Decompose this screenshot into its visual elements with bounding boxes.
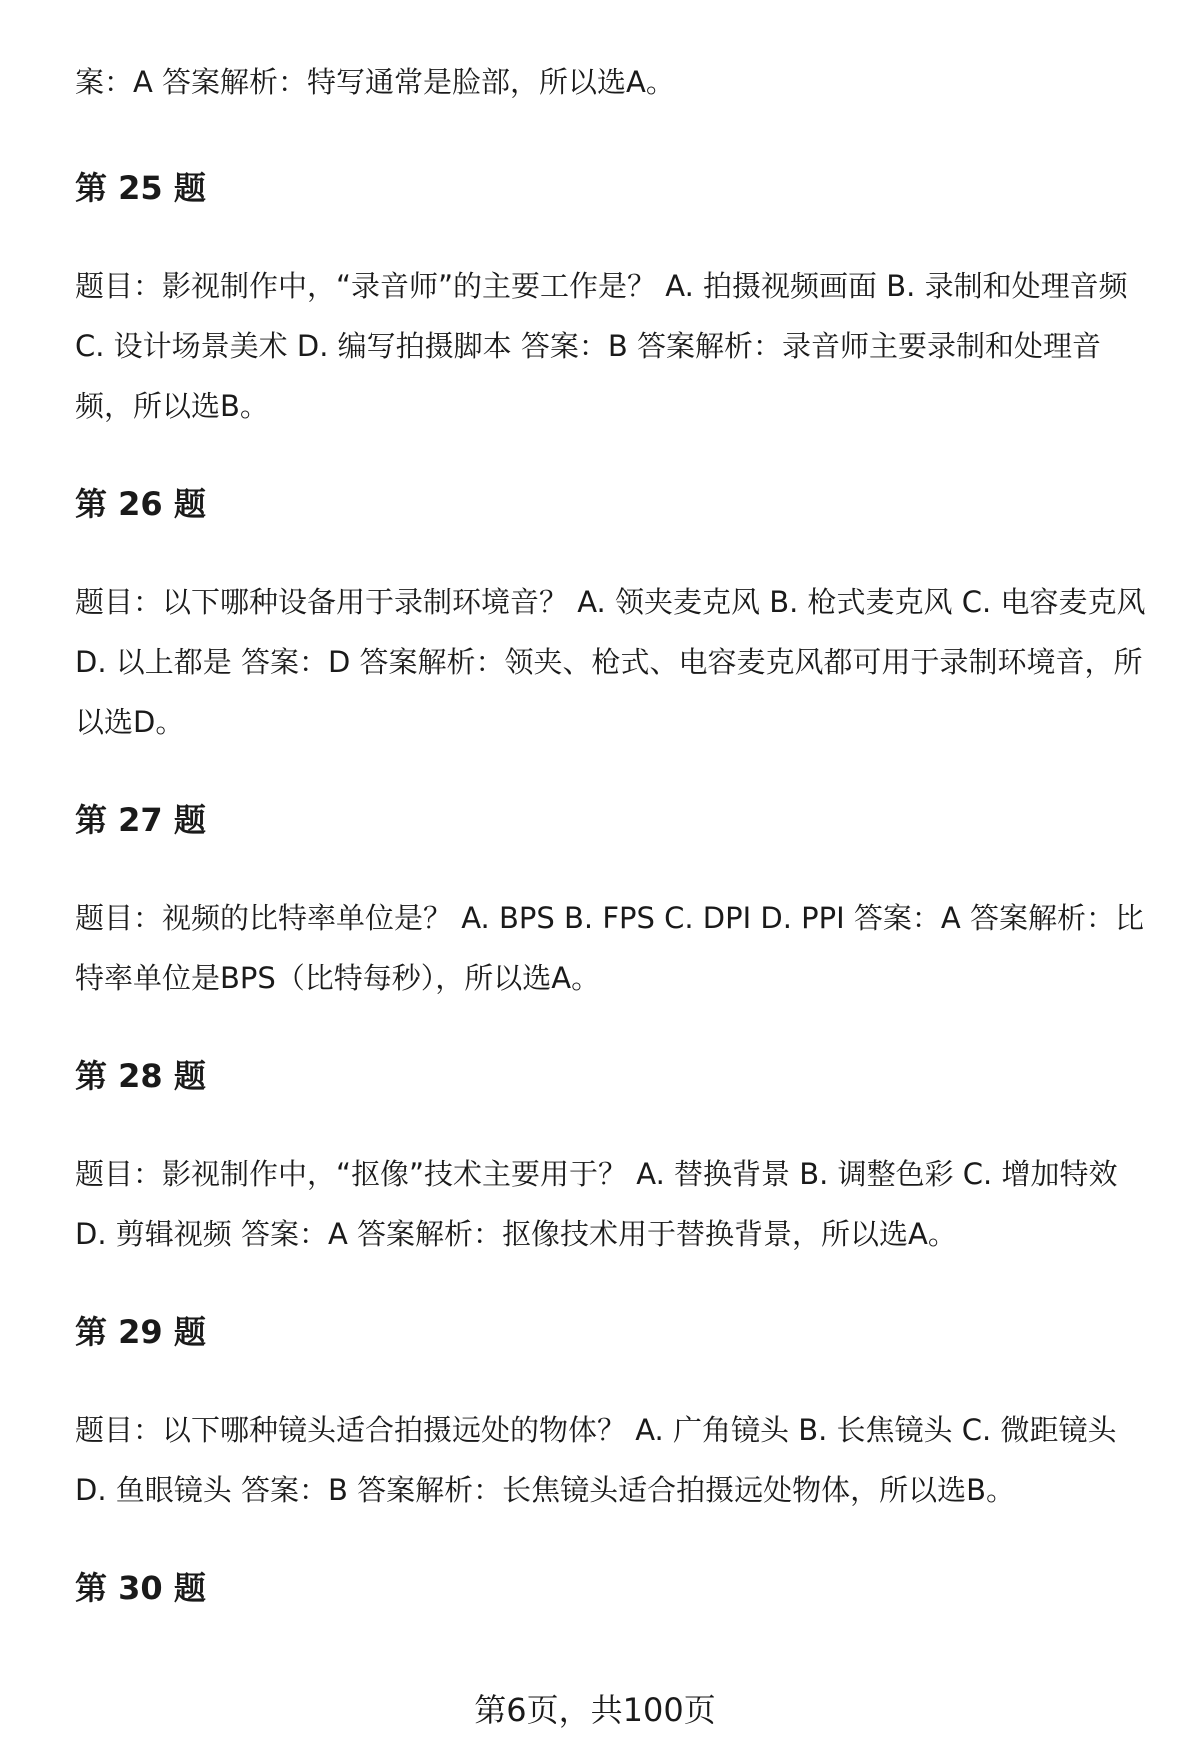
question-body: 题目：以下哪种设备用于录制环境音？ A. 领夹麦克风 B. 枪式麦克风 C. 电容麦克风 D. 以上都是 答案：D 答案解析：领夹、枪式、电容麦克风都可用于录制环境音，所以选D。	[75, 585, 1146, 739]
question-heading: 第 25 题	[75, 169, 206, 207]
question-heading: 第 28 题	[75, 1057, 206, 1095]
question-heading: 第 30 题	[75, 1569, 206, 1607]
question-body: 题目：影视制作中，“抠像”技术主要用于？ A. 替换背景 B. 调整色彩 C. 增加特效 D. 剪辑视频 答案：A 答案解析：抠像技术用于替换背景，所以选A。	[75, 1157, 1118, 1251]
question-heading: 第 29 题	[75, 1313, 206, 1351]
question-body: 题目：影视制作中，“录音师”的主要工作是？ A. 拍摄视频画面 B. 录制和处理音频 C. 设计场景美术 D. 编写拍摄脚本 答案：B 答案解析：录音师主要录制和处理音频，所以选B。	[75, 269, 1128, 423]
page-number-footer: 第6页，共100页	[474, 1691, 716, 1729]
question-heading: 第 27 题	[75, 801, 206, 839]
question-30	[75, 1568, 1150, 1608]
question-29	[75, 1312, 1150, 1520]
question-body: 题目：视频的比特率单位是？ A. BPS B. FPS C. DPI D. PPI 答案：A 答案解析：比特率单位是BPS（比特每秒），所以选A。	[75, 901, 1144, 995]
question-heading: 第 26 题	[75, 485, 206, 523]
question-25	[75, 168, 1150, 436]
intro-answer-text: 案：A 答案解析：特写通常是脸部，所以选A。	[75, 65, 675, 99]
question-28	[75, 1056, 1150, 1264]
question-26	[75, 484, 1150, 752]
question-body: 题目：以下哪种镜头适合拍摄远处的物体？ A. 广角镜头 B. 长焦镜头 C. 微距镜头 D. 鱼眼镜头 答案：B 答案解析：长焦镜头适合拍摄远处物体，所以选B。	[75, 1413, 1117, 1507]
question-27	[75, 800, 1150, 1008]
